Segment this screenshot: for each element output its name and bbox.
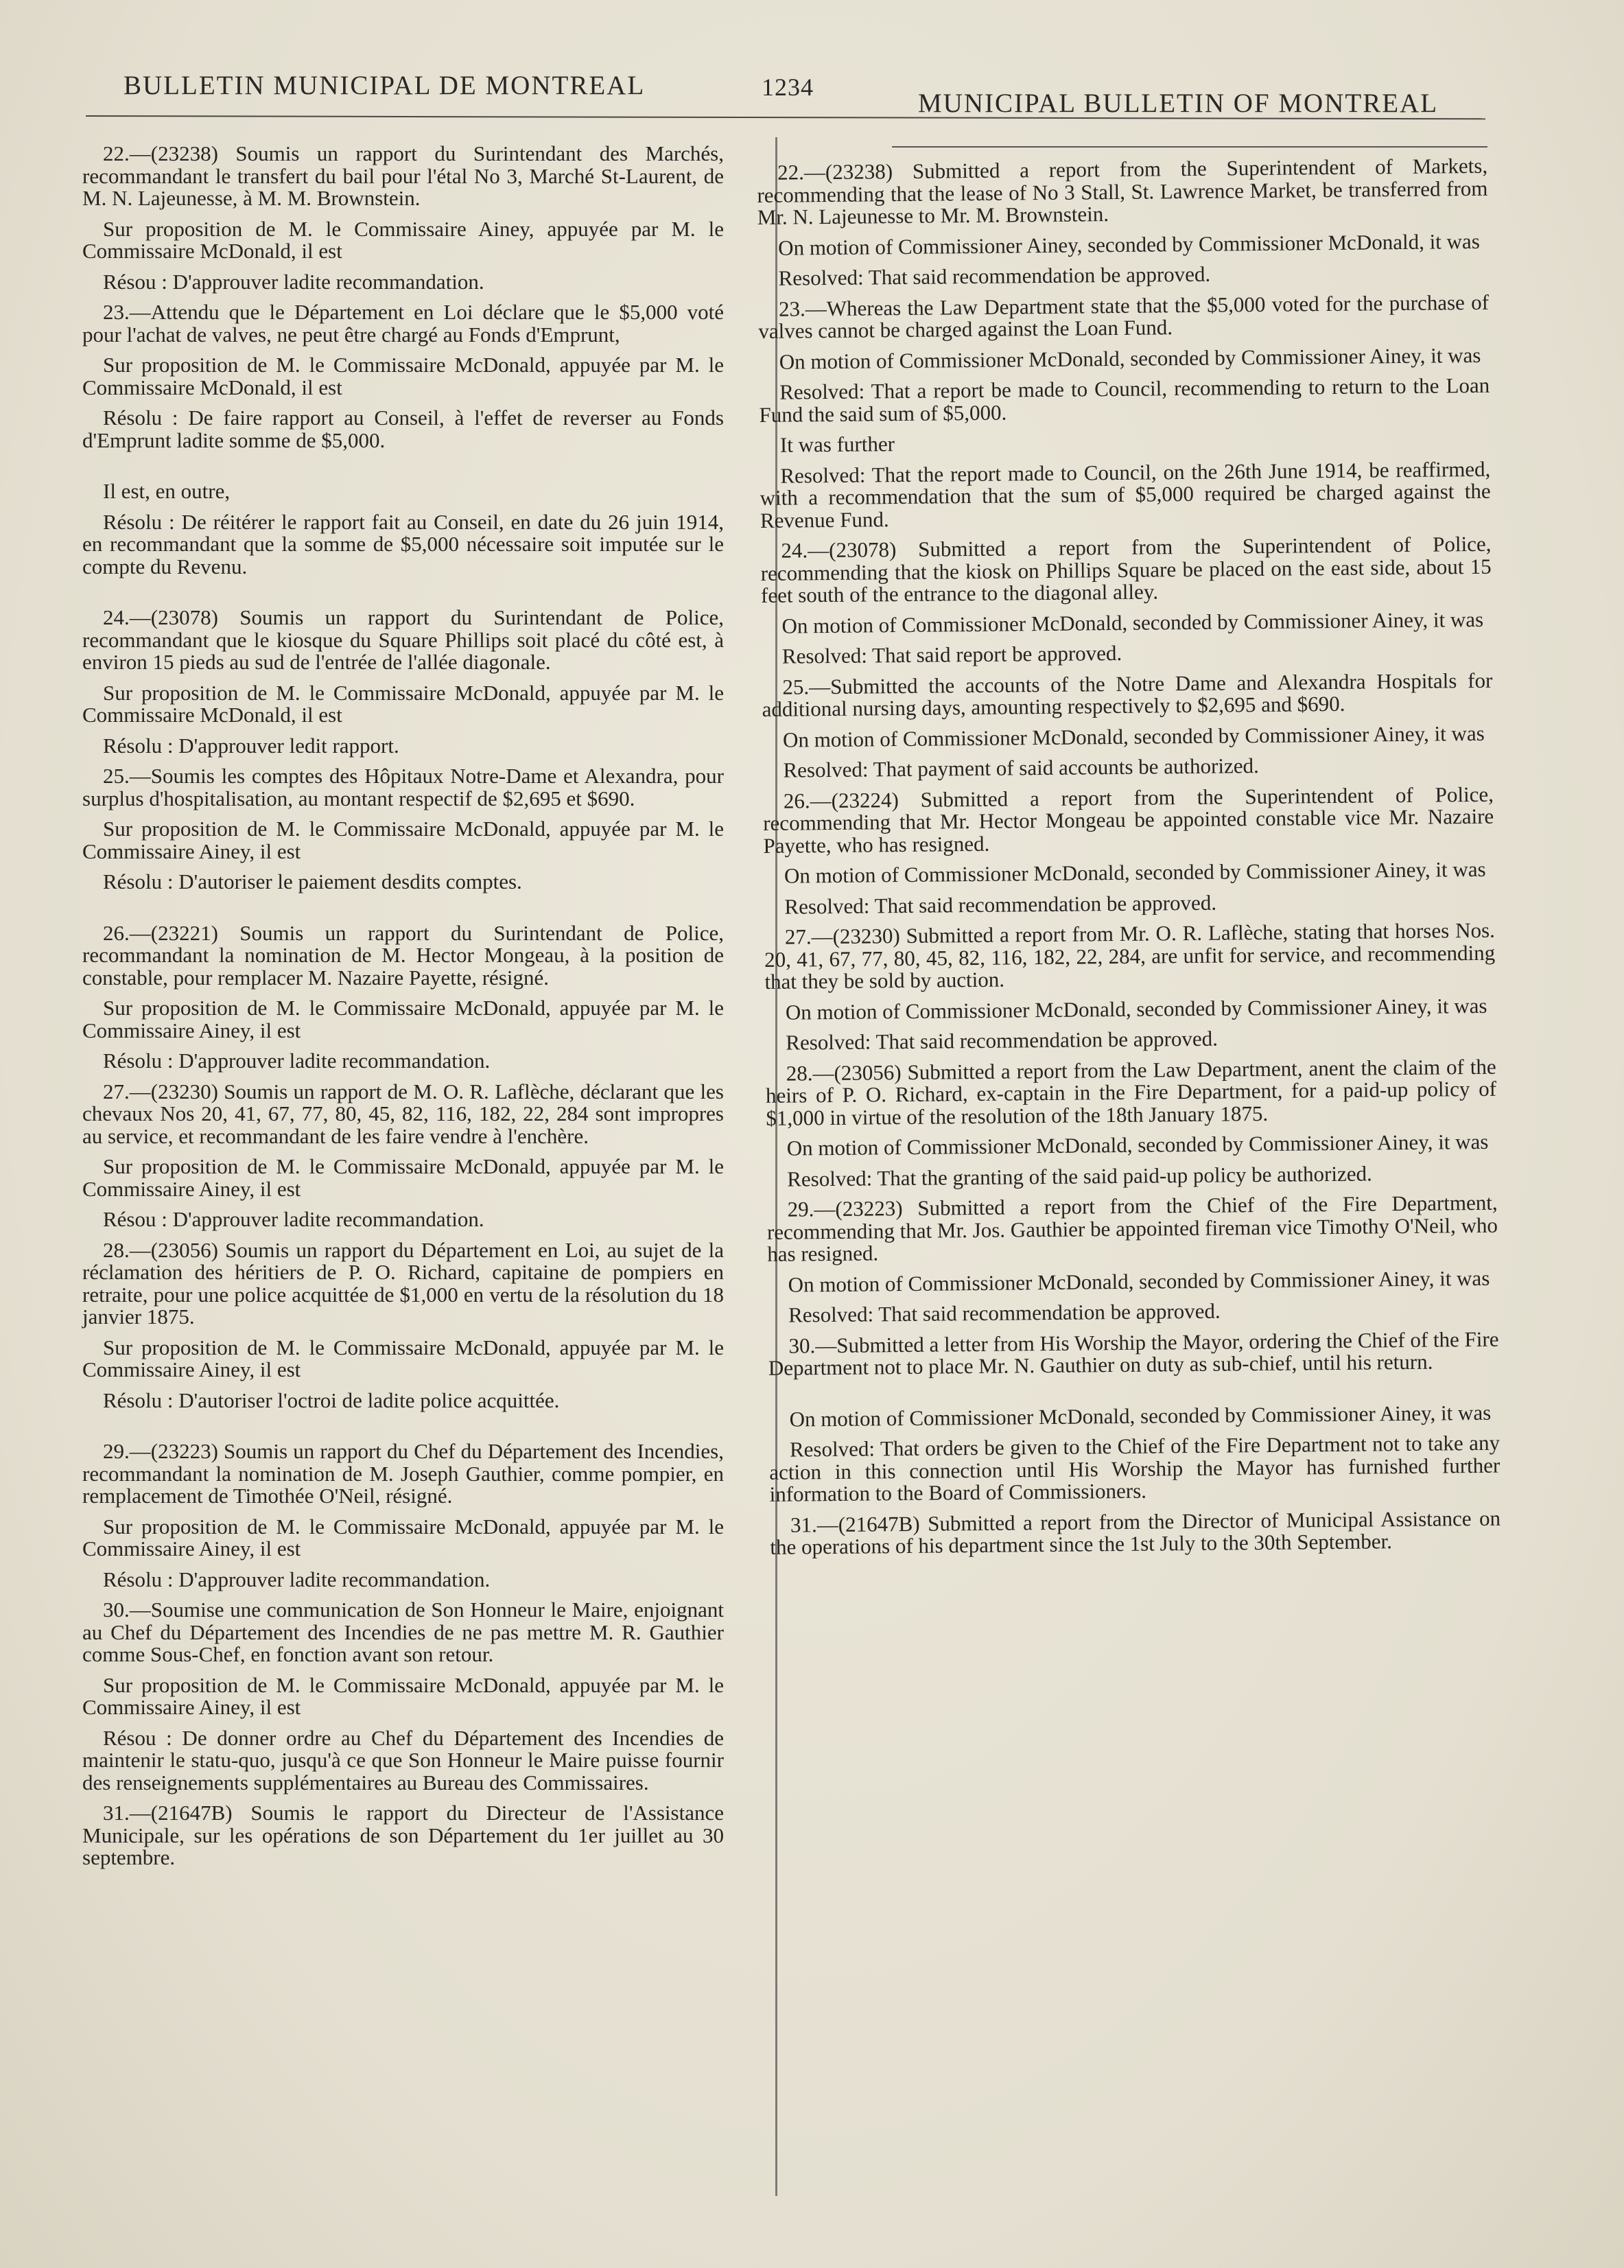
paragraph: 26.—(23221) Soumis un rapport du Surintendant de Police, recommandant la nomination de M. Hector Mongeau, à la position de constable, pour remplacer M. Nazaire Payette, résigné. (82, 920, 724, 990)
paragraph: 22.—(23238) Submitted a report from the Superintendent of Markets, recommending that the lease of No 3 Stall, St. Lawrence Market, be transferred from Mr. N. Lajeunesse to Mr. M. Brownstein. (757, 153, 1488, 229)
paragraph: On motion of Commissioner McDonald, seconded by Commissioner Ainey, it was (784, 856, 1486, 888)
paragraph: Résolu : De réitérer le rapport fait au Conseil, en date du 26 juin 1914, en recommandant que la somme de $5,000 nécessaire soit imputée sur le compte du Revenu. (82, 509, 724, 578)
paragraph: Sur proposition de M. le Commissaire Ainey, appuyée par M. le Commissaire McDonald, il est (82, 216, 724, 263)
page-number: 1234 (762, 73, 814, 101)
paragraph: Resolved: That a report be made to Council, recommending to return to the Loan Fund the said sum of $5,000. (759, 373, 1490, 427)
paragraph: Résolu : D'autoriser le paiement desdits comptes. (103, 869, 522, 893)
paragraph: Sur proposition de M. le Commissaire McDonald, appuyée par M. le Commissaire Ainey, il est (82, 1335, 724, 1381)
paragraph: On motion of Commissioner McDonald, seconded by Commissioner Ainey, it was (788, 1265, 1490, 1297)
paragraph: Résou : D'approuver ladite recommandation. (103, 1207, 484, 1231)
paragraph: 22.—(23238) Soumis un rapport du Surintendant des Marchés, recommandant le transfert du bail pour l'étal No 3, Marché St-Laurent, de M. N. Lajeunesse, à M. M. Brownstein. (82, 141, 724, 210)
paragraph: 28.—(23056) Soumis un rapport du Département en Loi, au sujet de la réclamation des héritiers de P. O. Richard, capitaine de pompiers en retraite, pour une police acquittée de $1,000 en vertu de la résolution du 18 janvier 1875. (82, 1237, 724, 1329)
paragraph: Resolved: That payment of said accounts be authorized. (783, 753, 1259, 782)
header-title-english: MUNICIPAL BULLETIN OF MONTREAL (918, 89, 1439, 118)
paragraph: 25.—Submitted the accounts of the Notre Dame and Alexandra Hospitals for additional nursing days, amounting respectively to $2,695 and $690. (762, 668, 1493, 721)
paragraph: On motion of Commissioner McDonald, seconded by Commissioner Ainey, it was (779, 342, 1481, 374)
paragraph: Résolu : De faire rapport au Conseil, à l'effet de reverser au Fonds d'Emprunt ladite somme de $5,000. (82, 406, 724, 452)
paragraph: 27.—(23230) Soumis un rapport de M. O. R. Laflèche, déclarant que les chevaux Nos 20, 41, 67, 77, 80, 45, 82, 116, 182, 22, 284 sont impropres au service, et recommandant de les faire vendre à l'enchère. (82, 1079, 724, 1148)
paragraph: Sur proposition de M. le Commissaire McDonald, appuyée par M. le Commissaire Ainey, il est (82, 817, 724, 863)
paragraph: Il est, en outre, (103, 479, 231, 503)
paragraph: 30.—Soumise une communication de Son Honneur le Maire, enjoignant au Chef du Département des Incendies de ne pas mettre M. R. Gauthier comme Sous-Chef, en fonction avant son retour. (82, 1598, 724, 1666)
paragraph: Sur proposition de M. le Commissaire McDonald, appuyée par M. le Commissaire Ainey, il est (82, 1672, 724, 1719)
paragraph: Sur proposition de M. le Commissaire McDonald, appuyée par M. le Commissaire McDonald, il est (82, 680, 724, 727)
header-rule-secondary (892, 146, 1487, 148)
paragraph: Résolu : D'approuver ledit rapport. (103, 733, 399, 758)
paragraph: Resolved: That said recommendation be approved. (778, 261, 1211, 290)
paragraph: On motion of Commissioner McDonald, seconded by Commissioner Ainey, it was (786, 1129, 1489, 1160)
paragraph: Resolved: That said recommendation be approved. (784, 890, 1217, 919)
paragraph: Sur proposition de M. le Commissaire McDonald, appuyée par M. le Commissaire Ainey, il est (82, 1154, 724, 1201)
paragraph: Sur proposition de M. le Commissaire McDonald, appuyée par M. le Commissaire McDonald, il est (82, 353, 724, 399)
paragraph: 31.—(21647B) Soumis le rapport du Directeur de l'Assistance Municipale, sur les opérations de son Département du 1er juillet au 30 septembre. (82, 1801, 724, 1869)
paragraph: 29.—(23223) Submitted a report from the Chief of the Fire Department, recommending that Mr. Jos. Gauthier be appointed fireman vice Timothy O'Neil, who has resigned. (766, 1190, 1498, 1266)
paragraph: On motion of Commissioner Ainey, seconded by Commissioner McDonald, it was (778, 229, 1480, 260)
page-header (117, 63, 1489, 118)
paragraph: 31.—(21647B) Submitted a report from the Director of Municipal Assistance on the operations of his department since the 1st July to the 30th September. (770, 1506, 1501, 1559)
paragraph: On motion of Commissioner McDonald, seconded by Commissioner Ainey, it was (782, 721, 1485, 752)
header-title-french: BULLETIN MUNICIPAL DE MONTREAL (123, 71, 646, 100)
paragraph: Resolved: That said recommendation be approved. (786, 1026, 1219, 1055)
paragraph: Resolved: That the granting of the said paid-up policy be authorized. (787, 1160, 1372, 1191)
paragraph: Resolved: That orders be given to the Chief of the Fire Department not to take any action in this connection until His Worship the Mayor has furnished further information to the Board of Commissioners. (769, 1430, 1501, 1506)
paragraph: Résolu : D'approuver ladite recommandation. (103, 1049, 491, 1073)
paragraph: Resolved: That the report made to Council, on the 26th June 1914, be reaffirmed, with a recommendation that the sum of $5,000 required be charged against the Revenue Fund. (760, 456, 1491, 533)
paragraph: 24.—(23078) Soumis un rapport du Surintendant de Police, recommandant que le kiosque du Square Phillips soit placé du côté est, à environ 15 pieds au sud de l'entrée de l'allée diagonale. (82, 605, 724, 674)
paragraph: On motion of Commissioner McDonald, seconded by Commissioner Ainey, it was (789, 1400, 1492, 1431)
paragraph: Résou : D'approuver ladite recommandation. (103, 269, 484, 294)
paragraph: Sur proposition de M. le Commissaire McDonald, appuyée par M. le Commissaire Ainey, il est (82, 996, 724, 1042)
paragraph: Sur proposition de M. le Commissaire McDonald, appuyée par M. le Commissaire Ainey, il est (82, 1514, 724, 1560)
paragraph: Résolu : D'approuver ladite recommandation. (103, 1567, 491, 1591)
paragraph: 26.—(23224) Submitted a report from the Superintendent of Police, recommending that Mr. Hector Mongeau be appointed constable vice Mr. Nazaire Payette, who has resigned. (763, 782, 1494, 858)
english-column (757, 155, 1501, 1567)
paragraph: On motion of Commissioner McDonald, seconded by Commissioner Ainey, it was (781, 607, 1484, 638)
paragraph: 28.—(23056) Submitted a report from the Law Department, anent the claim of the heirs of P. O. Richard, ex-captain in the Fire Department, for a paid-up policy of $1,000 in virtue of the resolution of the 18th January 1875. (765, 1054, 1497, 1130)
paragraph: Résou : De donner ordre au Chef du Département des Incendies de maintenir le statu-quo, jusqu'à ce que Son Honneur le Maire puisse fournir des renseignements supplémentaires au Bureau des Commissaires. (82, 1725, 724, 1794)
paragraph: Résolu : D'autoriser l'octroi de ladite police acquittée. (103, 1388, 560, 1412)
paragraph: On motion of Commissioner McDonald, seconded by Commissioner Ainey, it was (785, 993, 1487, 1025)
paragraph: 23.—Attendu que le Département en Loi déclare que le $5,000 voté pour l'achat de valves, ne peut être chargé au Fonds d'Emprunt, (82, 300, 724, 347)
paragraph: 24.—(23078) Submitted a report from the Superintendent of Police, recommending that the kiosk on Phillips Square be placed on the east side, about 15 feet south of the entrance to the diagonal alley. (760, 531, 1492, 607)
paragraph: 29.—(23223) Soumis un rapport du Chef du Département des Incendies, recommandant la nomination de M. Joseph Gauthier, comme pompier, en remplacement de Timothée O'Neil, résigné. (82, 1439, 724, 1508)
paragraph: 27.—(23230) Submitted a report from Mr. O. R. Laflèche, stating that horses Nos. 20, 41, 67, 77, 80, 45, 82, 116, 182, 22, 284, are unfit for service, and recommending that they be sold by auction. (764, 917, 1496, 994)
paragraph: Resolved: That said report be approved. (781, 640, 1122, 668)
paragraph: Resolved: That said recommendation be approved. (788, 1298, 1221, 1327)
paragraph: It was further (779, 432, 895, 457)
paragraph: 25.—Soumis les comptes des Hôpitaux Notre-Dame et Alexandra, pour surplus d'hospitalisation, au montant respectif de $2,695 et $690. (82, 764, 724, 810)
paragraph: 23.—Whereas the Law Department state that the $5,000 voted for the purchase of valves cannot be charged against the Loan Fund. (758, 290, 1490, 343)
french-column (82, 143, 724, 1878)
paragraph: 30.—Submitted a letter from His Worship the Mayor, ordering the Chief of the Fire Department not to place Mr. N. Gauthier on duty as sub-chief, until his return. (768, 1326, 1499, 1380)
